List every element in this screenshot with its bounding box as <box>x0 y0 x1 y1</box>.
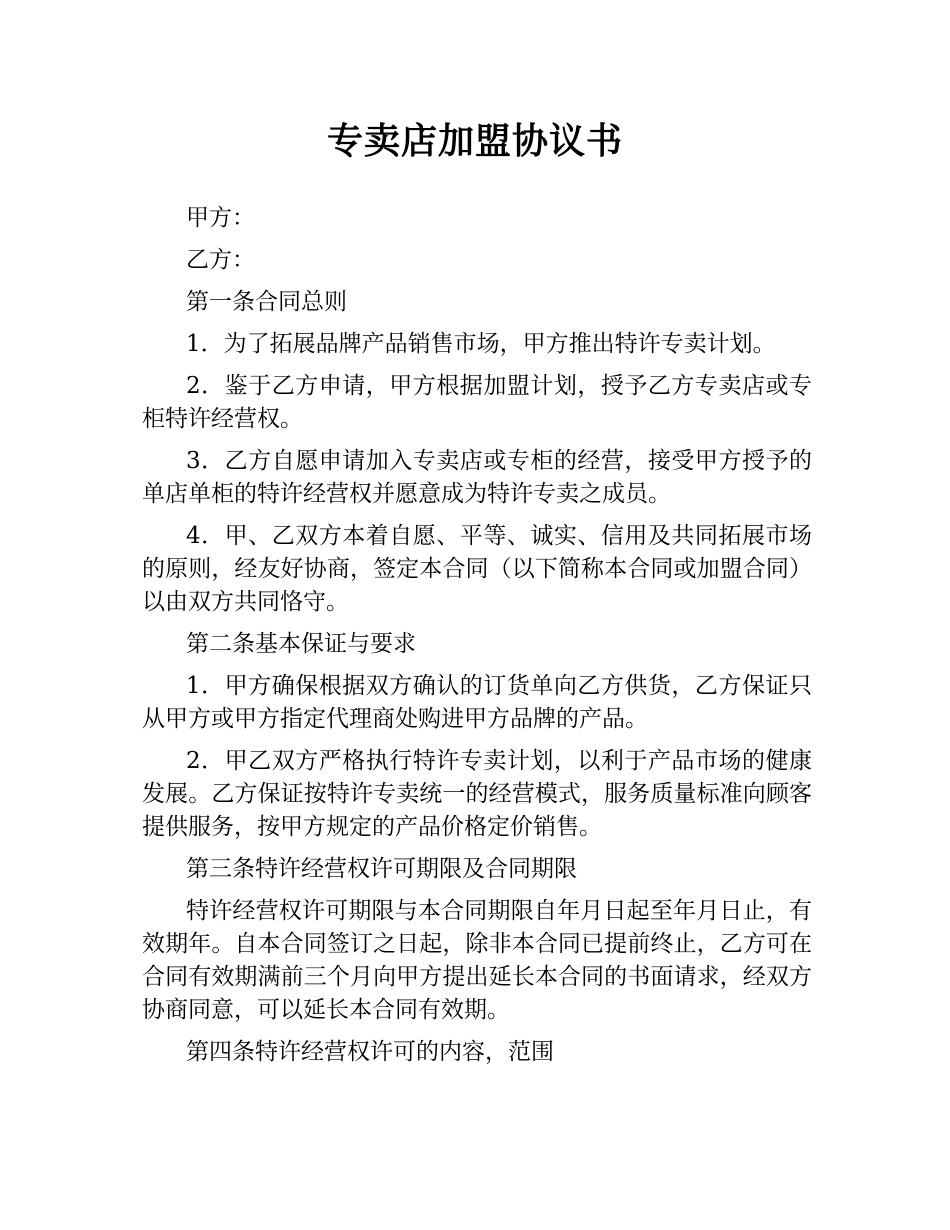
article-3-body: 特许经营权许可期限与本合同期限自年月日起至年月日止，有效期年。自本合同签订之日起，除非本合同已提前终止，乙方可在合同有效期满前三个月向甲方提出延长本合同的书面请求，经双方协商同意，可以延长本合同有效期。 <box>142 898 812 1023</box>
article-2-clause-1: 1．甲方确保根据双方确认的订货单向乙方供货，乙方保证只从甲方或甲方指定代理商处购进甲方品牌的产品。 <box>142 673 812 732</box>
article-1-clause-2: 2．鉴于乙方申请，甲方根据加盟计划，授予乙方专卖店或专柜特许经营权。 <box>142 373 812 432</box>
article-1-clause-4: 4．甲、乙双方本着自愿、平等、诚实、信用及共同拓展市场的原则，经友好协商，签定本合同（以下简称本合同或加盟合同）以由双方共同恪守。 <box>142 523 812 615</box>
article-2-clause-2: 2．甲乙双方严格执行特许专卖计划，以利于产品市场的健康发展。乙方保证按特许专卖统一的经营模式，服务质量标准向顾客提供服务，按甲方规定的产品价格定价销售。 <box>142 748 812 840</box>
article-3-heading: 第三条特许经营权许可期限及合同期限 <box>186 856 577 882</box>
document-body <box>142 202 812 1078</box>
party-b-line: 乙方： <box>186 247 255 273</box>
article-1-clause-1: 1．为了拓展品牌产品销售市场，甲方推出特许专卖计划。 <box>186 331 776 357</box>
document-title: 专卖店加盟协议书 <box>326 121 623 162</box>
article-1-clause-3: 3．乙方自愿申请加入专卖店或专柜的经营，接受甲方授予的单店单柜的特许经营权并愿意成为特许专卖之成员。 <box>142 448 812 507</box>
article-2-heading: 第二条基本保证与要求 <box>186 631 416 657</box>
party-a-line: 甲方： <box>186 205 255 231</box>
article-4-heading: 第四条特许经营权许可的内容，范围 <box>186 1039 554 1065</box>
article-1-heading: 第一条合同总则 <box>186 289 347 315</box>
